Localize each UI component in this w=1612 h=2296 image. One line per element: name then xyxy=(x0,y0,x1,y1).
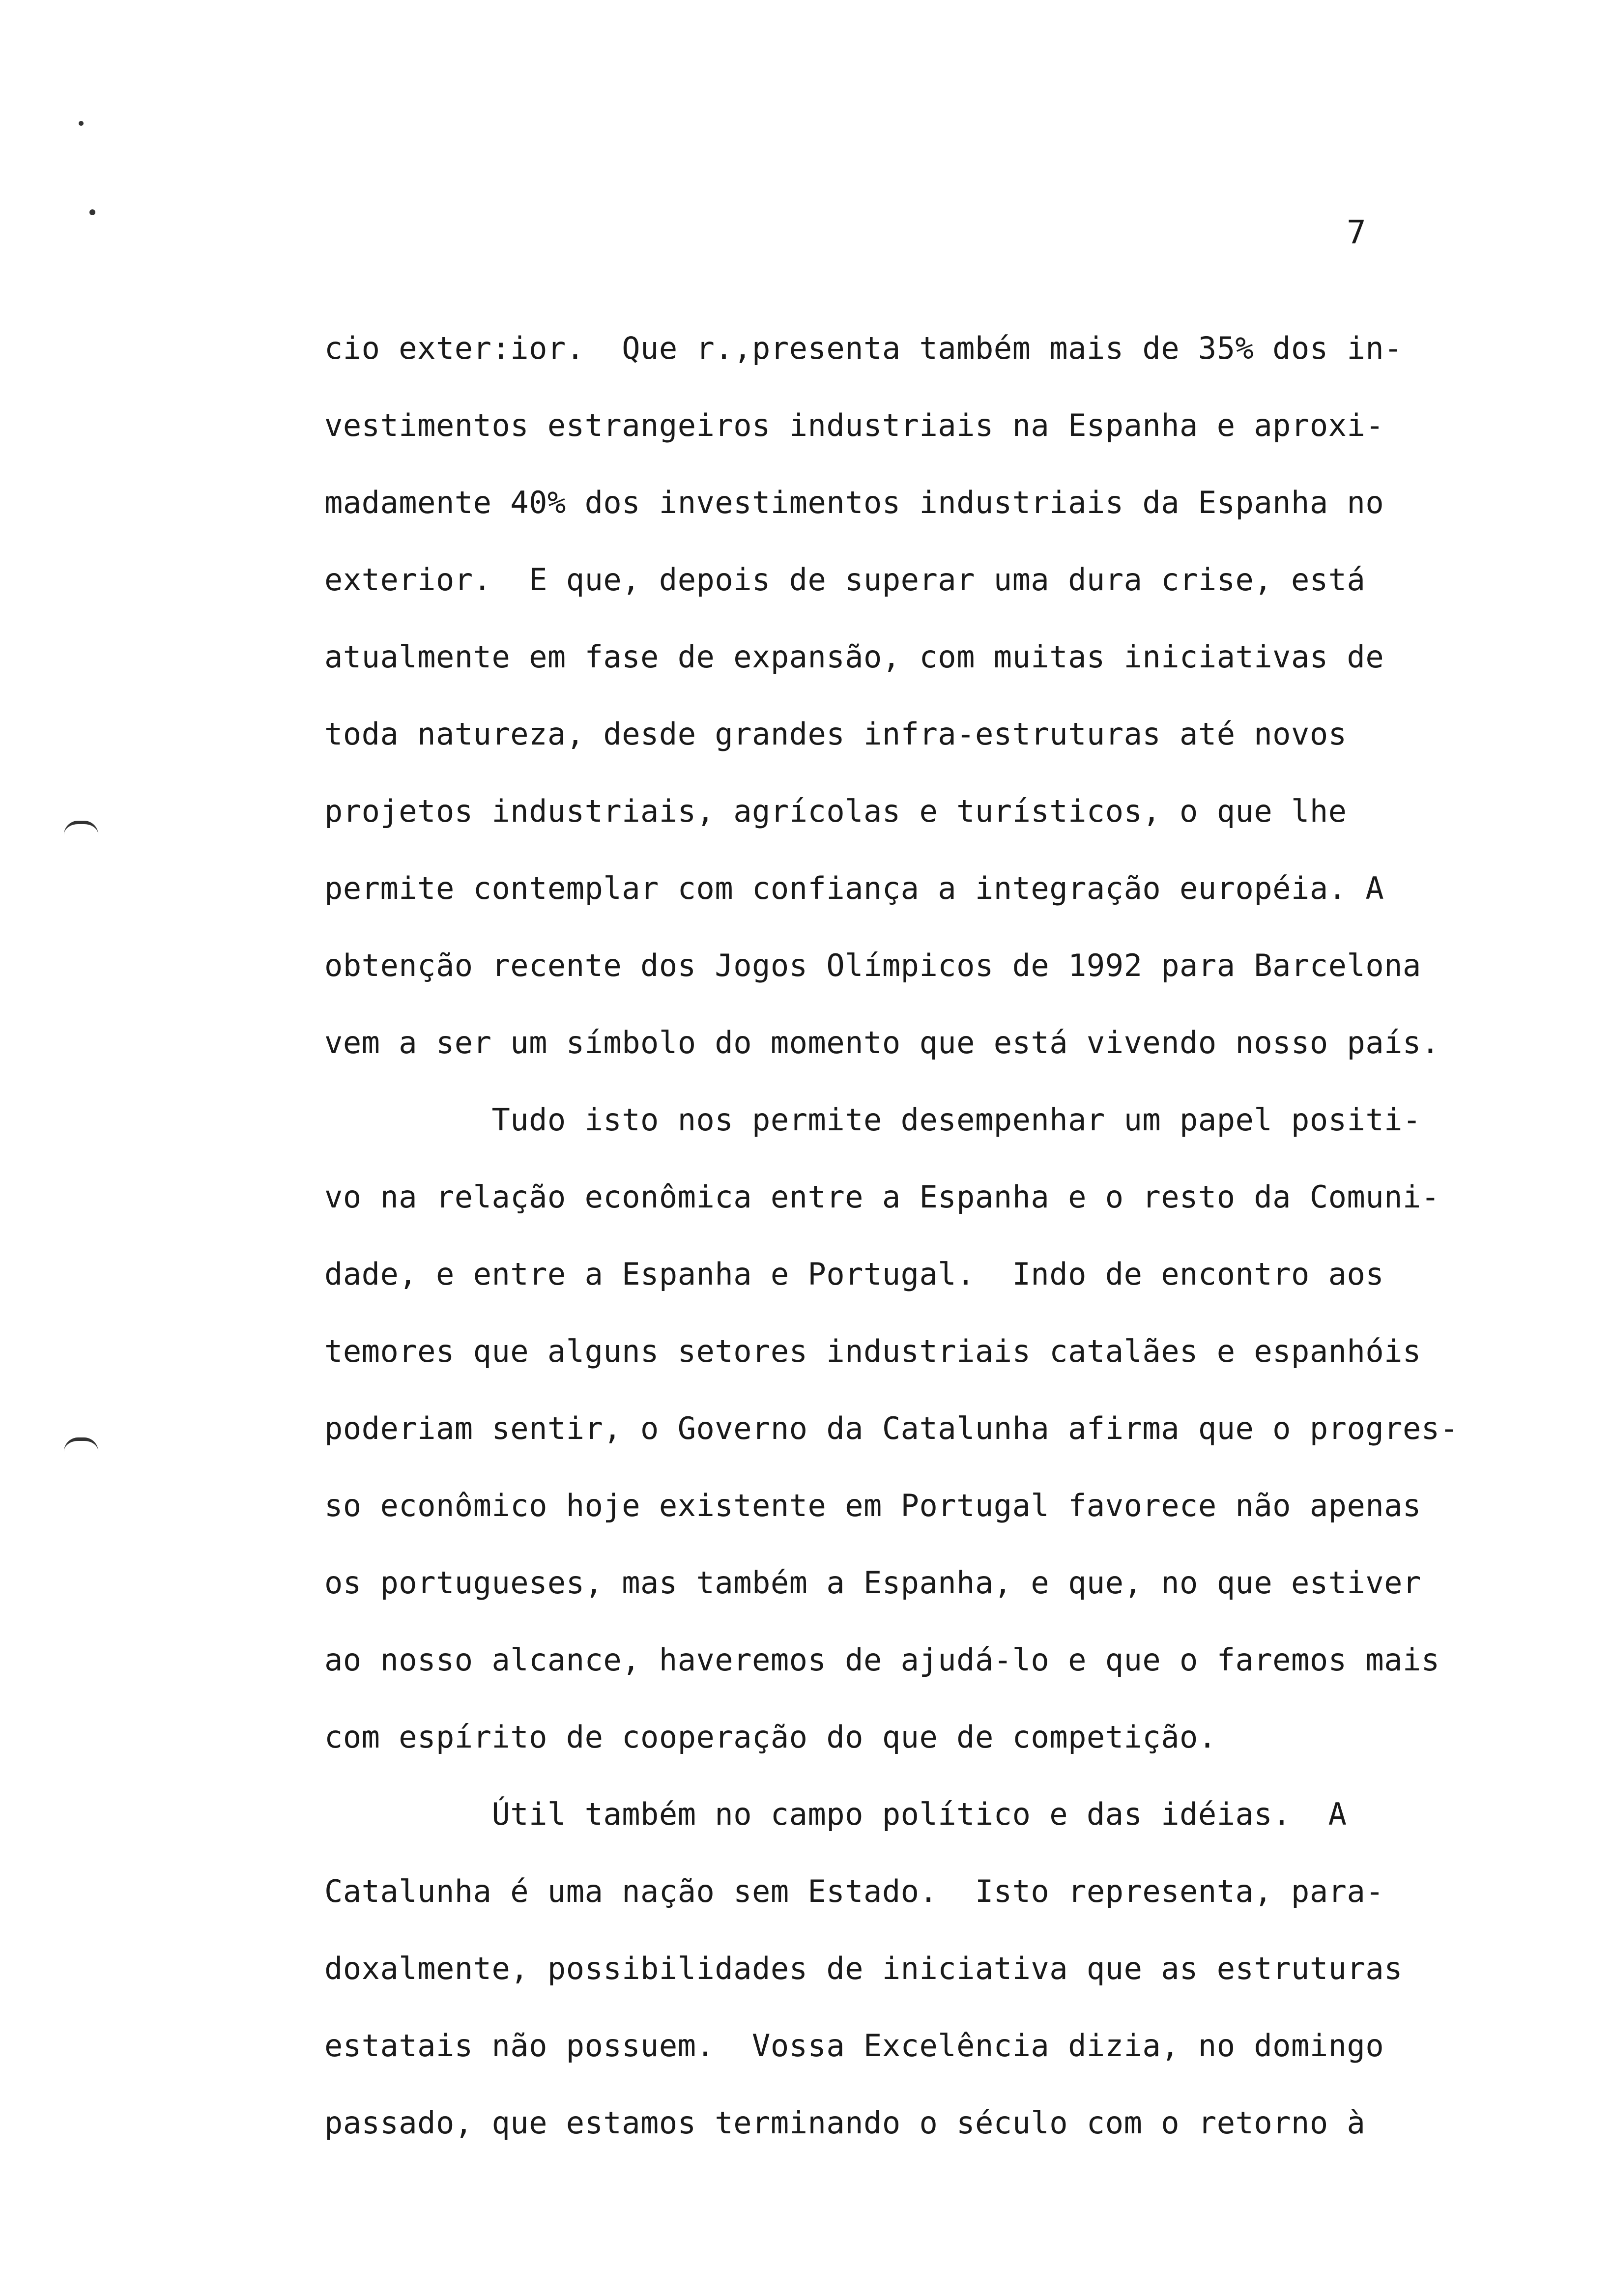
text-line: dade, e entre a Espanha e Portugal. Indo de encontro aos xyxy=(324,1256,1384,1292)
text-line: estatais não possuem. Vossa Excelência dizia, no domingo xyxy=(324,2028,1384,2064)
punch-hole-mark xyxy=(64,1437,98,1452)
text-line: doxalmente, possibilidades de iniciativa que as estruturas xyxy=(324,1951,1403,1986)
text-line: toda natureza, desde grandes infra-estruturas até novos xyxy=(324,716,1347,752)
text-line: atualmente em fase de expansão, com muitas iniciativas de xyxy=(324,639,1384,675)
text-line: vem a ser um símbolo do momento que está vivendo nosso país. xyxy=(324,1025,1440,1061)
text-line: projetos industriais, agrícolas e turísticos, o que lhe xyxy=(324,793,1347,829)
text-line: passado, que estamos terminando o século com o retorno à xyxy=(324,2105,1366,2141)
text-line: madamente 40% dos investimentos industriais da Espanha no xyxy=(324,485,1384,520)
text-line: cio exter:ior. Que r.,presenta também mais de 35% dos in- xyxy=(324,330,1403,366)
text-line: exterior. E que, depois de superar uma dura crise, está xyxy=(324,562,1366,598)
page-number: 7 xyxy=(1347,213,1366,251)
body-text xyxy=(324,310,1583,2161)
text-line: permite contemplar com confiança a integração européia. A xyxy=(324,870,1384,906)
margin-dot-mark xyxy=(79,121,84,126)
text-line: com espírito de cooperação do que de competição. xyxy=(324,1719,1217,1755)
text-line: obtenção recente dos Jogos Olímpicos de 1992 para Barcelona xyxy=(324,947,1421,983)
text-line: vestimentos estrangeiros industriais na Espanha e aproxi- xyxy=(324,407,1384,443)
text-line: poderiam sentir, o Governo da Catalunha afirma que o progres- xyxy=(324,1410,1459,1446)
text-line: vo na relação econômica entre a Espanha e o resto da Comuni- xyxy=(324,1179,1440,1215)
punch-hole-mark xyxy=(64,821,98,835)
text-line: so econômico hoje existente em Portugal favorece não apenas xyxy=(324,1488,1421,1523)
text-line: Catalunha é uma nação sem Estado. Isto representa, para- xyxy=(324,1873,1384,1909)
text-line: Útil também no campo político e das idéias. A xyxy=(324,1796,1347,1832)
text-line: os portugueses, mas também a Espanha, e que, no que estiver xyxy=(324,1565,1421,1601)
margin-dot-mark xyxy=(89,209,95,215)
text-line: ao nosso alcance, haveremos de ajudá-lo e que o faremos mais xyxy=(324,1642,1440,1678)
text-line: Tudo isto nos permite desempenhar um papel positi- xyxy=(324,1102,1421,1138)
text-line: temores que alguns setores industriais catalães e espanhóis xyxy=(324,1333,1421,1369)
